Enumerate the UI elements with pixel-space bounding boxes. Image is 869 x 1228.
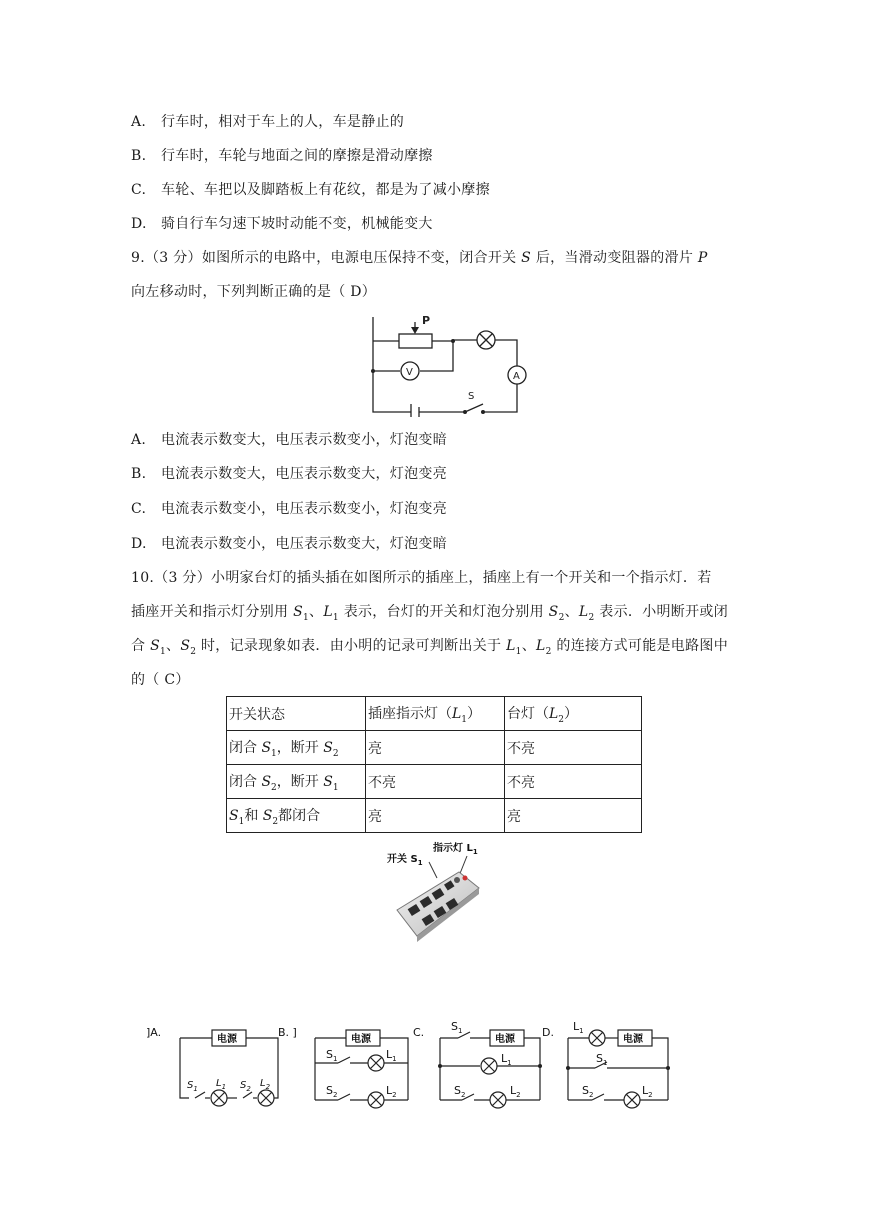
table-cell-indicator: 不亮 [366, 765, 505, 799]
choice-d-l2: $L_2$ [642, 1084, 653, 1099]
table-row [227, 765, 642, 799]
choice-b-label: B. ] [278, 1026, 297, 1039]
choice-c-s2: $S_2$ [454, 1084, 466, 1099]
table-row [227, 731, 642, 765]
table-cell-state: 闭合 $S_2$，断开 $S_1$ [227, 765, 366, 799]
q10-choice-circuits [140, 1018, 700, 1110]
q10-stem-line3: 合 $S_1$、$S_2$ 时，记录现象如表．由小明的记录可判断出关于 $L_1$、$L_2$ 的连接方式可能是电路图中 [131, 638, 729, 657]
q9-option-c: C. 电流表示数变小，电压表示数变小，灯泡变亮 [131, 501, 447, 517]
table-cell-lamp: 不亮 [505, 765, 642, 799]
table-cell-indicator: 亮 [366, 799, 505, 833]
table-cell-indicator: 亮 [366, 731, 505, 765]
choice-a-l2: $L_2$ [260, 1078, 271, 1091]
q9-label-v: V [406, 367, 413, 378]
choice-c-s1: $S_1$ [451, 1020, 463, 1035]
choice-d-s2: $S_2$ [582, 1084, 594, 1099]
q10-stem-line4: 的（ C） [131, 672, 190, 688]
q8-option-c: C. 车轮、车把以及脚踏板上有花纹，都是为了减小摩擦 [131, 182, 490, 198]
choice-a-label: ]A. [146, 1026, 162, 1039]
q9-label-s: S [468, 391, 475, 402]
socket-indicator-label: 指示灯 $L_1$ [433, 843, 478, 856]
table-header-lamp: 台灯$(L_2)$ [505, 697, 642, 731]
choice-c-l2: $L_2$ [510, 1084, 521, 1099]
choice-b-l1: $L_1$ [386, 1048, 397, 1063]
q8-option-b: B. 行车时，车轮与地面之间的摩擦是滑动摩擦 [131, 148, 433, 164]
table-cell-state: 闭合 $S_1$，断开 $S_2$ [227, 731, 366, 765]
choice-a-l1: $L_1$ [216, 1078, 227, 1091]
q8-option-d: D. 骑自行车匀速下坡时动能不变，机械能变大 [131, 216, 433, 232]
socket-illustration [375, 838, 505, 948]
table-header-row [227, 697, 642, 731]
choice-c-power: 电源 [495, 1034, 515, 1045]
choice-c-label: C. [413, 1026, 425, 1039]
q9-label-a: A [513, 371, 520, 382]
table-header-state: 开关状态 [227, 697, 366, 731]
q9-stem-line2: 向左移动时，下列判断正确的是（ D） [131, 284, 377, 300]
q9-stem-line1: 9.（3 分）如图所示的电路中，电源电压保持不变，闭合开关 S 后，当滑动变阻器的滑片 P [131, 250, 708, 266]
socket-switch-label: 开关 $S_1$ [387, 854, 423, 867]
table-cell-state: $S_1$和 $S_2$都闭合 [227, 799, 366, 833]
choice-d-label: D. [542, 1026, 554, 1039]
choice-b-s1: $S_1$ [326, 1048, 338, 1063]
choice-b-s2: $S_2$ [326, 1084, 338, 1099]
q10-stem-line1: 10.（3 分）小明家台灯的插头插在如图所示的插座上，插座上有一个开关和一个指示灯．若 [131, 570, 712, 586]
choice-a-s2: $S_2$ [240, 1080, 251, 1093]
q9-circuit-diagram [365, 312, 535, 417]
q9-option-a: A. 电流表示数变大，电压表示数变小，灯泡变暗 [131, 432, 447, 448]
choice-d-s1: $S_1$ [596, 1052, 608, 1067]
q8-option-a: A. 行车时，相对于车上的人，车是静止的 [131, 114, 405, 130]
q9-option-d: D. 电流表示数变小，电压表示数变大，灯泡变暗 [131, 536, 447, 552]
choice-b-l2: $L_2$ [386, 1084, 397, 1099]
table-cell-lamp: 不亮 [505, 731, 642, 765]
choice-b-power: 电源 [351, 1034, 371, 1045]
q10-record-table [226, 696, 642, 833]
table-cell-lamp: 亮 [505, 799, 642, 833]
choice-a-s1: $S_1$ [187, 1080, 198, 1093]
choice-d-power: 电源 [623, 1034, 643, 1045]
power-strip [397, 872, 479, 942]
choice-c-l1: $L_1$ [501, 1052, 512, 1067]
q9-option-b: B. 电流表示数变大，电压表示数变大，灯泡变亮 [131, 466, 447, 482]
choice-a-power: 电源 [217, 1034, 237, 1045]
q9-label-p: P [422, 314, 431, 327]
table-row [227, 799, 642, 833]
q10-stem-line2: 插座开关和指示灯分别用 $S_1$、$L_1$ 表示，台灯的开关和灯泡分别用 $S_2$、$L_2$ 表示．小明断开或闭 [131, 604, 728, 623]
table-header-indicator: 插座指示灯$(L_1)$ [366, 697, 505, 731]
choice-d-l1: $L_1$ [573, 1020, 584, 1035]
